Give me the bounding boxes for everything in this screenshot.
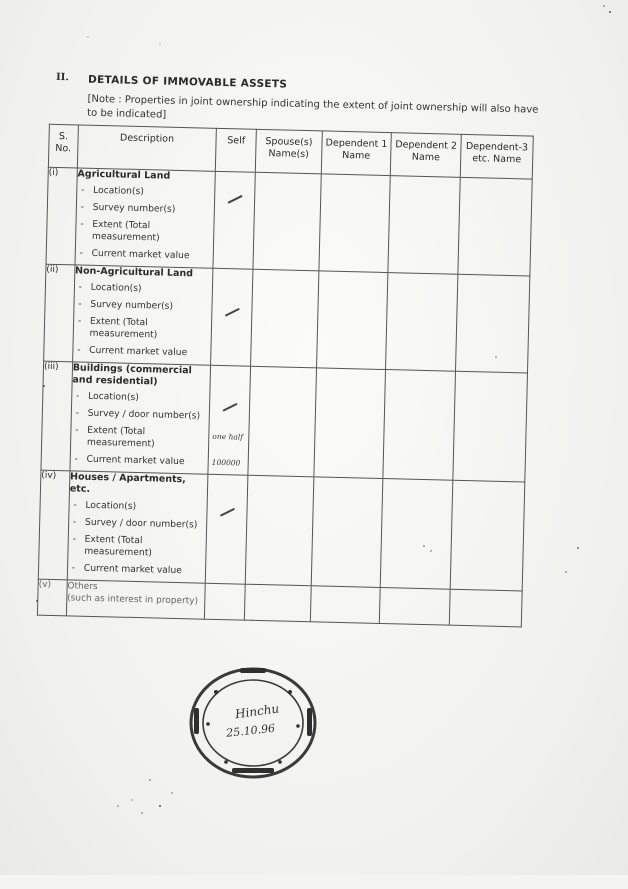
tick-mark-icon [222,403,237,412]
list-item: - Survey / door number(s) [71,407,209,422]
self-cell [205,474,248,584]
row-number: (i) [46,167,77,265]
category-title: Agricultural Land [77,168,171,182]
category-subtitle: (such as interest in property) [66,593,199,607]
dependent-2-cell [386,273,458,372]
spouse-cell [248,366,316,477]
section-title: DETAILS OF IMMOVABLE ASSETS [87,73,288,91]
tick-mark-icon [228,195,243,204]
dependent-1-cell [316,271,388,370]
dependent-3-cell [458,177,532,276]
row-description [70,362,211,474]
dependent-2-cell [380,479,452,590]
dependent-3-cell [453,371,528,482]
spouse-cell [253,172,321,271]
row-number: (v) [37,579,67,616]
spouse-cell [245,475,313,586]
header-spouse: Spouse(s) Name(s) [256,129,322,174]
header-description: Description [77,125,216,171]
stamp-signature: Hinchu [234,701,280,722]
list-item: - Survey number(s) [77,201,215,216]
list-item: - Extent (Total measurement) [71,424,209,451]
tick-mark-icon [220,508,235,517]
dependent-1-cell [311,477,383,588]
spouse-cell [245,584,311,622]
official-stamp [186,664,320,782]
dependent-3-cell [449,589,522,627]
tick-mark-icon [225,308,240,317]
spouse-cell [251,269,319,368]
row-number: (iv) [38,470,69,580]
list-item: - Current market value [70,453,208,468]
table-row [46,167,532,276]
list-item: - Current market value [73,344,211,359]
stamp-date: 25.10.96 [225,721,276,740]
row-description [75,168,216,268]
category-title: Non-Agricultural Land [74,265,194,280]
dependent-2-cell [388,176,460,275]
table-row [41,361,528,482]
dependent-3-cell [455,274,529,373]
self-cell [213,171,256,269]
list-item: - Extent (Total measurement) [76,218,214,245]
section-number: II. [55,71,70,84]
self-cell [208,365,251,475]
list-item: - Location(s) [72,390,210,405]
header-dependent-1: Dependent 1 Name [321,131,392,176]
row-description [67,471,208,583]
dependent-1-cell [310,586,381,624]
list-item: - Current market value [75,247,213,262]
list-item: - Survey number(s) [74,298,212,313]
handwritten-value: 100000 [211,457,241,468]
dependent-3-cell [450,480,525,591]
row-description [72,265,213,365]
header-dependent-3: Dependent-3 etc. Name [460,134,533,179]
list-item: - Current market value [68,562,206,577]
table-row [38,470,525,591]
dependent-2-cell [383,370,455,481]
header-sno: S. No. [48,124,78,168]
dependent-2-cell [380,587,451,625]
row-description [66,580,205,619]
list-item: - Survey / door number(s) [69,516,207,531]
category-title: Others [67,581,98,593]
dependent-1-cell [319,174,391,273]
list-item: - Location(s) [75,281,213,296]
dependent-1-cell [313,368,385,479]
list-item: - Extent (Total measurement) [68,533,206,560]
table-row [44,264,530,373]
list-item: - Extent (Total measurement) [73,315,211,342]
row-number: (ii) [44,264,75,362]
immovable-assets-table [37,124,534,628]
row-number: (iii) [41,361,72,471]
header-dependent-2: Dependent 2 Name [391,133,462,178]
section-note: [Note : Properties in joint ownership indicating the extent of joint ownership will also have to be indicated] [87,93,539,121]
category-title: Houses / Apartments, etc. [69,471,186,495]
header-self: Self [215,128,256,172]
list-item: - Location(s) [77,184,215,199]
handwritten-share: one half [212,431,244,442]
category-title: Buildings (commercial and residential) [72,362,192,388]
self-cell [204,583,245,620]
list-item: - Location(s) [69,499,207,514]
self-cell [211,268,254,366]
